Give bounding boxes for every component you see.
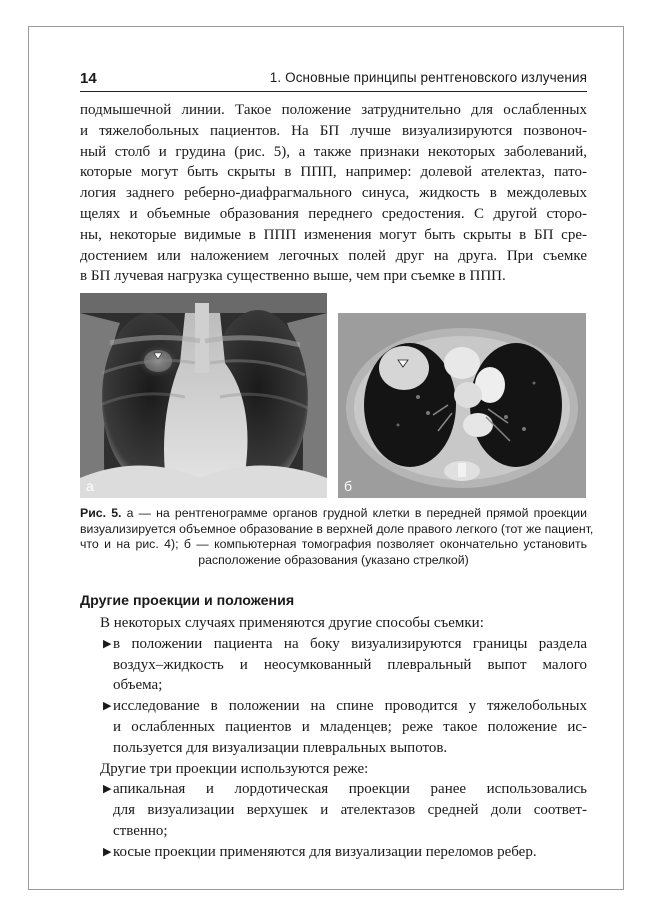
list-item: ▶ в положении пациента на боку визуализируются границы раздела: [80, 634, 587, 655]
caption-line: а — на рентгенограмме органов грудной клетки в передней прямой проекции: [126, 506, 587, 520]
bullet-arrow-icon: ▶: [103, 700, 112, 713]
intro-text: В некоторых случаях применяются другие способы съемки:: [100, 615, 484, 631]
list-item-cont: для визуализации верхушек и ателектазов средней доли соответ-: [113, 802, 587, 819]
xray-drawing: [80, 293, 327, 498]
running-title: 1. Основные принципы рентгеновского излучения: [269, 70, 587, 85]
text-line: ный столб и грудина (рис. 5), а также признаки некоторых заболеваний,: [80, 143, 587, 160]
list-item-cont: воздух–жидкость и неосумкованный плевральный выпот малого: [113, 656, 587, 673]
bullet-arrow-icon: ▶: [103, 783, 112, 796]
section-heading: Другие проекции и положения: [80, 593, 295, 609]
text-line: достением или наложением легочных полей друг на друга. При съемке: [80, 247, 587, 264]
xray-image: [80, 293, 327, 498]
ct-drawing: [338, 313, 586, 498]
text-line: подмышечной линии. Такое положение затруднительно для ослабленных: [80, 102, 587, 118]
list-item-cont: ственно;: [113, 822, 168, 839]
ct-image: [338, 313, 586, 498]
bullet-arrow-icon: ▶: [103, 845, 112, 858]
bullet-arrow-icon: ▶: [103, 637, 112, 650]
panel-label-b: б: [344, 478, 353, 494]
caption-line: что и на рис. 4); б — компьютерная томография позволяет окончательно установить: [80, 537, 587, 551]
section-body: [80, 613, 587, 863]
figure-caption: [80, 506, 594, 568]
body-paragraph: [80, 100, 587, 287]
text-line: щелях и объемные образования переднего средостения. С другой сторо-: [80, 205, 587, 222]
text-line: ны, некоторые видимые в ППП изменения могут быть скрыты в БП сре-: [80, 226, 587, 243]
text-line: в БП лучевая нагрузка существенно выше, чем при съемке в ППП.: [80, 268, 506, 285]
page-header: [80, 68, 587, 92]
list-item-cont: объема;: [113, 677, 163, 694]
list-item-cont: пользуется для визуализации плевральных выпотов.: [113, 739, 448, 756]
list-item-cont: и ослабленных пациентов и младенцев; реже такое положение ис-: [113, 718, 587, 735]
page-number: 14: [80, 70, 97, 87]
text-line: которые могут быть скрыты в ППП, например: долевой ателектаз, пато-: [80, 164, 587, 181]
panel-label-a: а: [86, 478, 94, 494]
caption-line: расположение образования (указано стрелкой): [198, 552, 469, 567]
text-line: логия заднего реберно-диафрагмального синуса, жидкость в междолевых: [80, 185, 587, 202]
list-item: ▶ исследование в положении на спине проводится у тяжелобольных: [80, 696, 587, 717]
caption-label: Рис. 5.: [80, 506, 122, 520]
list-item: ▶ апикальная и лордотическая проекции ранее использовались: [80, 779, 587, 800]
intro-text: Другие три проекции используются реже:: [100, 760, 369, 777]
list-item: ▶ косые проекции применяются для визуализации переломов ребер.: [80, 842, 587, 863]
text-line: и тяжелобольных пациентов. На БП лучше визуализируются позвоноч-: [80, 122, 587, 139]
caption-line: визуализируется объемное образование в верхней доле правого легкого (тот же пациент,: [80, 521, 594, 536]
